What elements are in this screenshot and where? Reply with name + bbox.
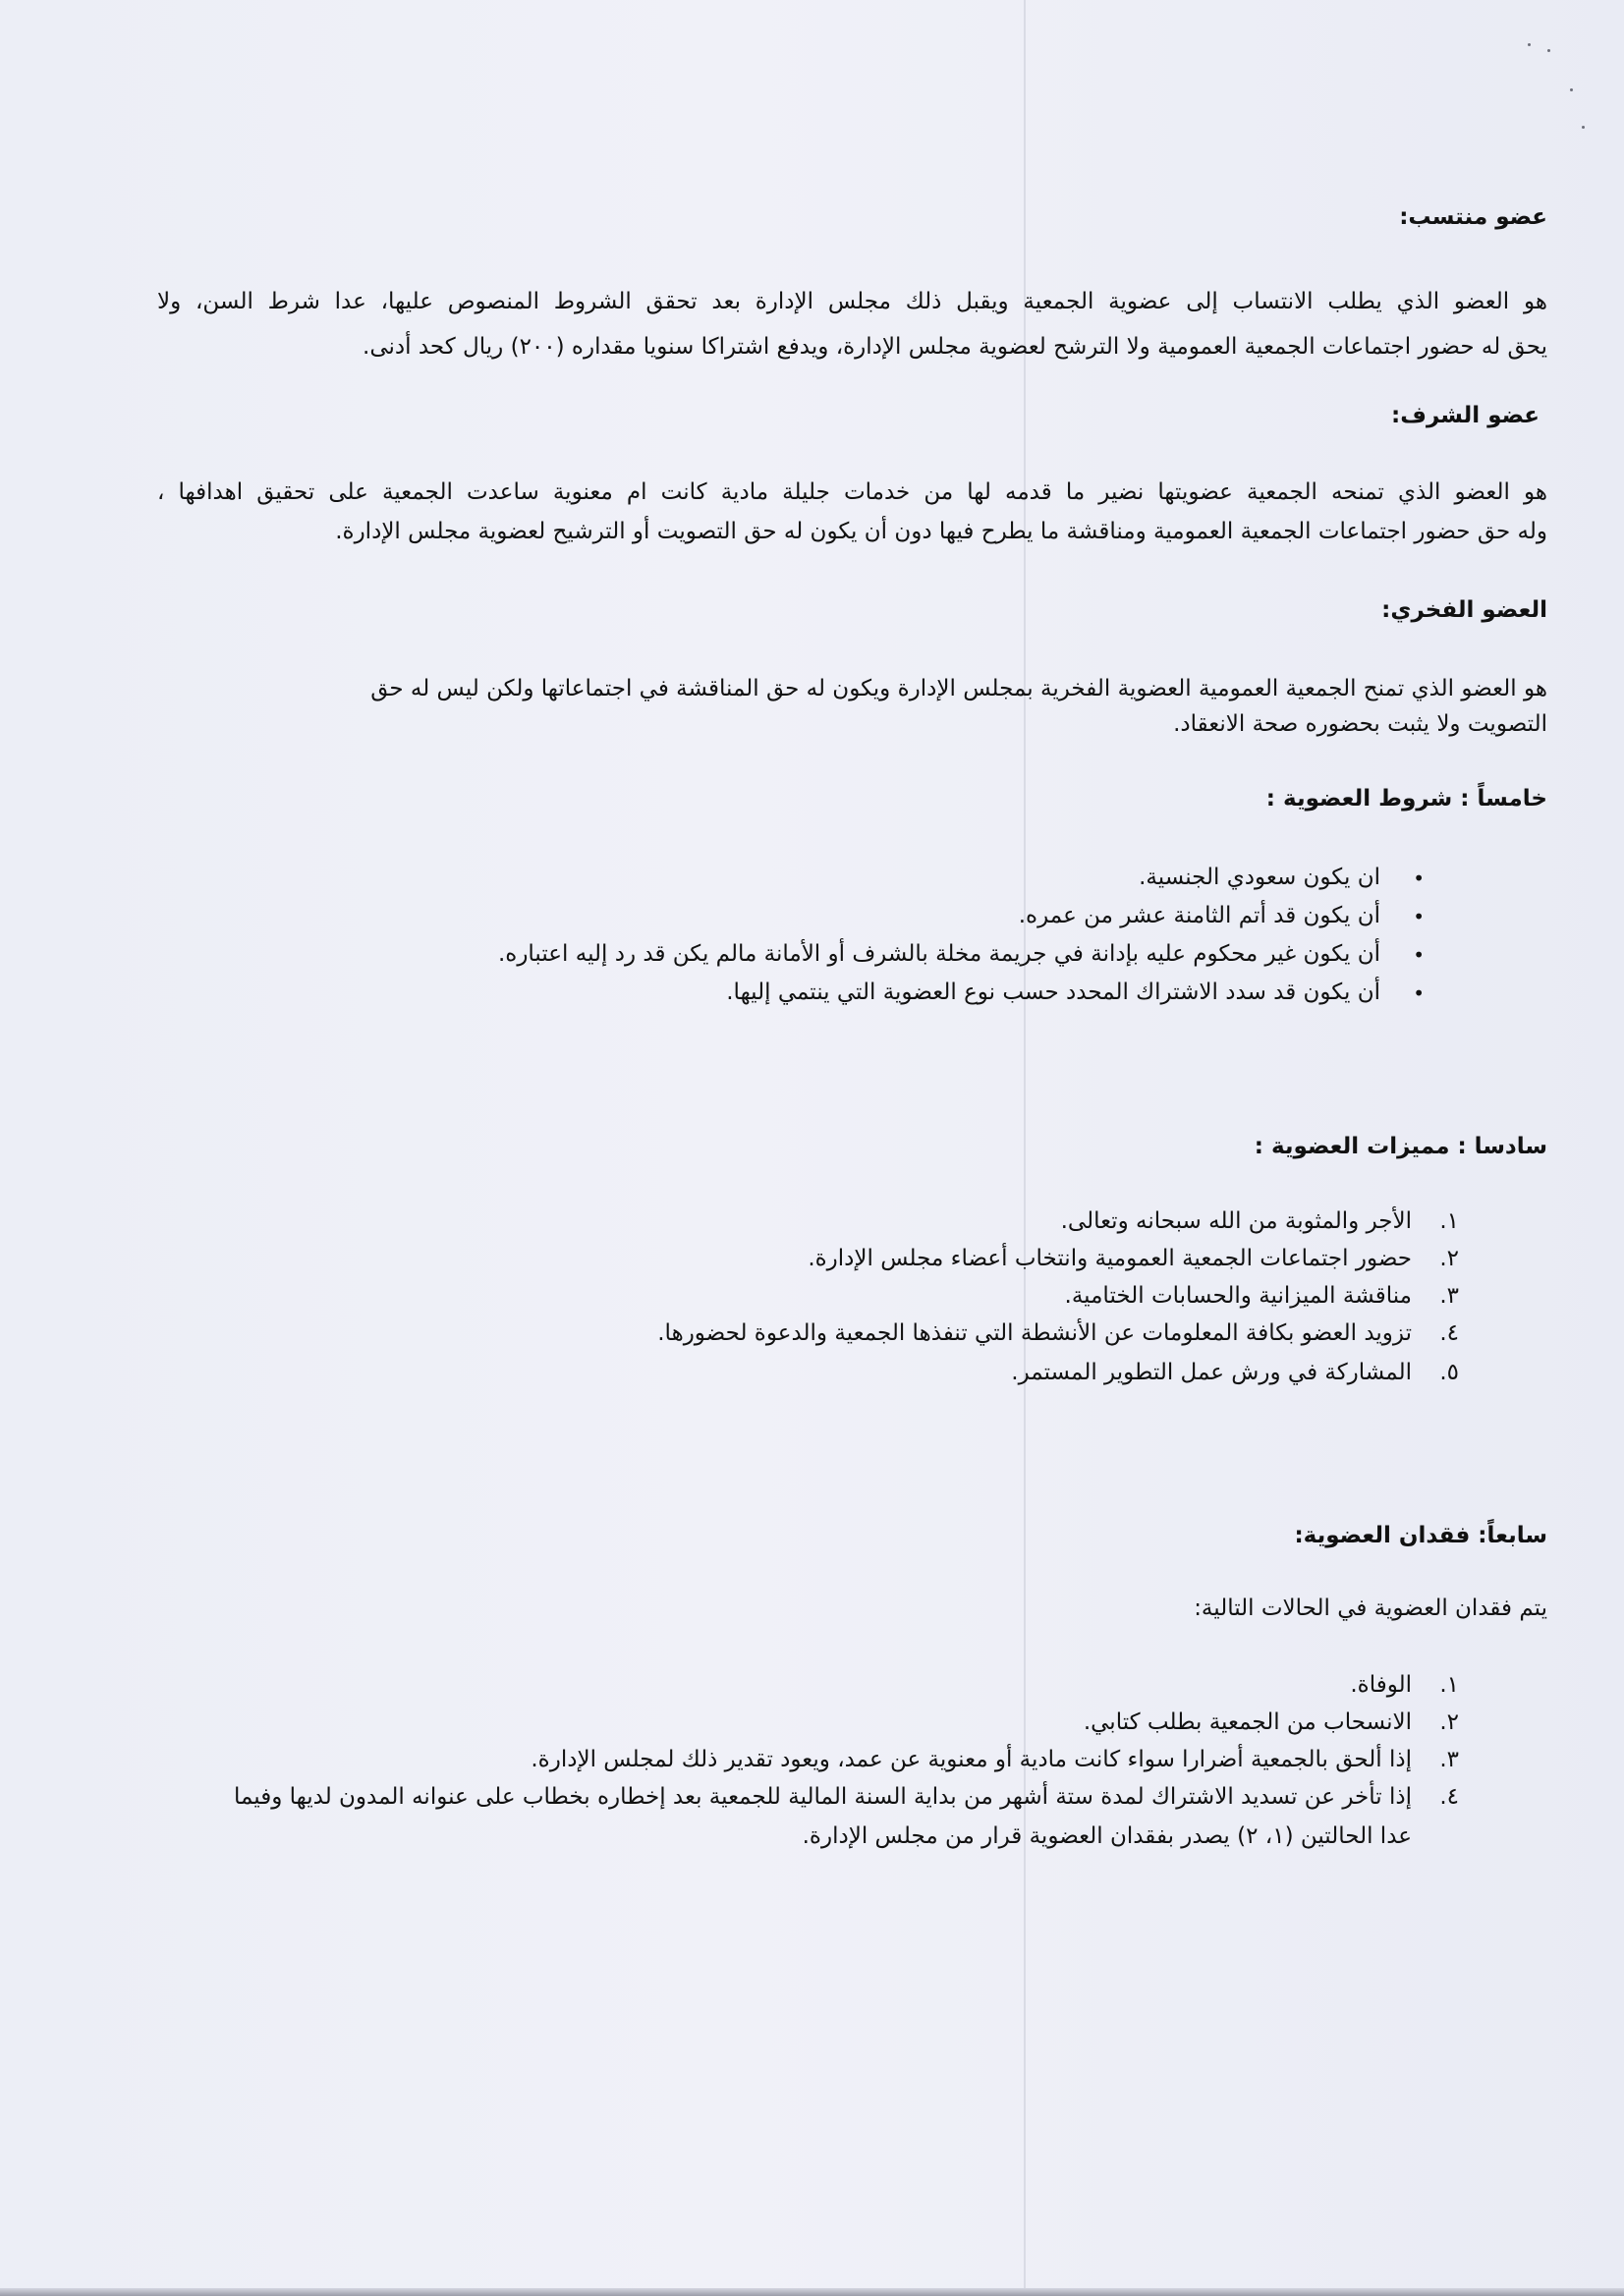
bullet-icon: • — [1413, 867, 1425, 890]
list-number: ٤. — [1439, 1320, 1459, 1346]
list-item-continuation: عدا الحالتين (١، ٢) يصدر بفقدان العضوية قرار من مجلس الإدارة. — [802, 1823, 1412, 1849]
list-number: ٢. — [1439, 1709, 1459, 1735]
list-item-text: مناقشة الميزانية والحسابات الختامية. — [1064, 1283, 1412, 1309]
list-item-text: أن يكون غير محكوم عليه بإدانة في جريمة مخلة بالشرف أو الأمانة مالم يكن قد رد إليه اعتباره. — [497, 941, 1380, 967]
list-number: ١. — [1439, 1672, 1459, 1698]
scan-speck — [1547, 49, 1550, 52]
scan-speck — [1528, 43, 1531, 46]
heading-honor-member: عضو الشرف: — [1391, 403, 1540, 428]
list-item-text: الأجر والمثوبة من الله سبحانه وتعالى. — [1060, 1208, 1412, 1234]
bullet-icon: • — [1413, 943, 1425, 967]
list-number: ٢. — [1439, 1246, 1459, 1271]
list-item-text: إذا تأخر عن تسديد الاشتراك لمدة ستة أشهر من بداية السنة المالية للجمعية بعد إخطاره بخطاب على عنوانه المدون لديها وفيما — [233, 1784, 1412, 1810]
list-item-text: أن يكون قد أتم الثامنة عشر من عمره. — [1018, 903, 1380, 928]
list-number: ١. — [1439, 1208, 1459, 1234]
paragraph-line: هو العضو الذي تمنحه الجمعية عضويتها نضير ما قدمه لها من خدمات جليلة مادية كانت ام معنوية ساعدت الجمعية على تحقيق اهدافها ، — [157, 479, 1547, 505]
list-number: ٥. — [1439, 1360, 1459, 1385]
list-item-text: الوفاة. — [1350, 1672, 1412, 1698]
bullet-icon: • — [1413, 981, 1425, 1005]
list-item-text: الانسحاب من الجمعية بطلب كتابي. — [1083, 1709, 1412, 1735]
list-item-text: تزويد العضو بكافة المعلومات عن الأنشطة التي تنفذها الجمعية والدعوة لحضورها. — [657, 1320, 1412, 1346]
list-number: ٣. — [1439, 1283, 1459, 1309]
paragraph-line: هو العضو الذي يطلب الانتساب إلى عضوية الجمعية ويقبل ذلك مجلس الإدارة بعد تحقق الشروط المنصوص عليها، عدا شرط السن، ولا — [157, 289, 1547, 314]
list-item-text: إذا ألحق بالجمعية أضرارا سواء كانت مادية أو معنوية عن عمد، ويعود تقدير ذلك لمجلس الإدارة. — [531, 1747, 1412, 1772]
paragraph-line: يحق له حضور اجتماعات الجمعية العمومية ولا الترشح لعضوية مجلس الإدارة، ويدفع اشتراكا سنويا مقداره (٢٠٠) ريال كحد أدنى. — [363, 334, 1547, 360]
bullet-icon: • — [1413, 905, 1425, 928]
heading-affiliate-member: عضو منتسب: — [1399, 204, 1547, 230]
loss-intro: يتم فقدان العضوية في الحالات التالية: — [1194, 1596, 1547, 1621]
heading-membership-conditions: خامساً : شروط العضوية : — [1265, 786, 1547, 812]
heading-honorary-member: العضو الفخري: — [1381, 597, 1547, 623]
list-item-text: المشاركة في ورش عمل التطوير المستمر. — [1011, 1360, 1412, 1385]
scan-bottom-edge — [0, 2288, 1624, 2296]
paragraph-line: وله حق حضور اجتماعات الجمعية العمومية ومناقشة ما يطرح فيها دون أن يكون له حق التصويت أو الترشيح لعضوية مجلس الإدارة. — [335, 519, 1547, 544]
paragraph-line: التصويت ولا يثبت بحضوره صحة الانعقاد. — [1173, 711, 1547, 737]
list-item-text: أن يكون قد سدد الاشتراك المحدد حسب نوع العضوية التي ينتمي إليها. — [726, 980, 1380, 1005]
list-number: ٤. — [1439, 1784, 1459, 1810]
list-number: ٣. — [1439, 1747, 1459, 1772]
paragraph-line: هو العضو الذي تمنح الجمعية العمومية العضوية الفخرية بمجلس الإدارة ويكون له حق المناقشة في اجتماعاتها ولكن ليس له حق — [370, 676, 1547, 701]
scan-speck — [1582, 126, 1585, 129]
list-item-text: ان يكون سعودي الجنسية. — [1139, 865, 1380, 890]
heading-loss-of-membership: سابعاً: فقدان العضوية: — [1294, 1523, 1547, 1548]
heading-membership-benefits: سادسا : مميزات العضوية : — [1254, 1134, 1547, 1159]
scan-speck — [1570, 88, 1573, 91]
list-item-text: حضور اجتماعات الجمعية العمومية وانتخاب أعضاء مجلس الإدارة. — [808, 1246, 1412, 1271]
